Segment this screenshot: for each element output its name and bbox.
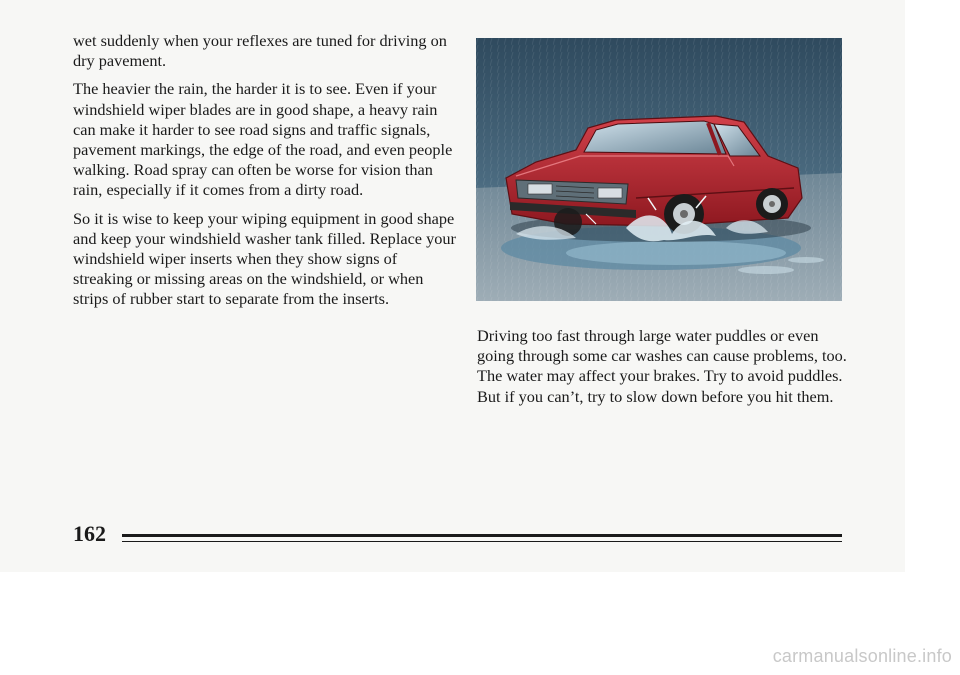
footer-rule <box>122 534 842 537</box>
illustration-caption <box>477 326 847 407</box>
red-sedan-driving-through-puddle-illustration <box>476 38 842 301</box>
caption-text: Driving too fast through large water puddles or even going through some car washes can cause problems, too. The water may affect your brakes. Try to avoid puddles. But if you can’t, try to slow down before you hit them. <box>477 326 847 406</box>
paragraph-3: So it is wise to keep your wiping equipment in good shape and keep your windshield washer tank filled. Replace your windshield wiper inserts when they show signs of streaking or missing areas on the windshield, or when strips of rubber start to separate from the inserts. <box>73 208 456 309</box>
paragraph-1: wet suddenly when your reflexes are tuned for driving on dry pavement. <box>73 31 447 71</box>
watermark: carmanualsonline.info <box>772 646 952 666</box>
page-number: 162 <box>73 521 106 546</box>
car-puddle-illustration <box>476 38 842 301</box>
paragraph-2: The heavier the rain, the harder it is to see. Even if your windshield wiper blades are in good shape, a heavy rain can make it harder to see road signs and traffic signals, pavement markings, the edge of the road, and even people walking. Road spray can often be worse for vision than rain, especially if it comes from a dirty road. <box>73 79 453 200</box>
footer-rule-thin <box>122 541 842 542</box>
body-text-column <box>73 31 458 318</box>
